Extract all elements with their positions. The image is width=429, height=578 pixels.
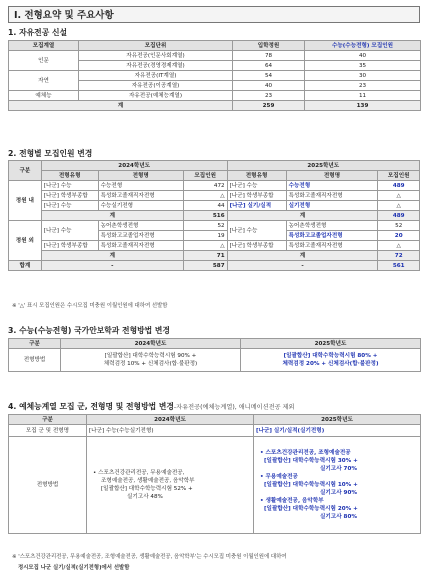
type-cell: [나군] 수능	[41, 181, 98, 191]
method-line: • 생활예술전공, 음악학부	[260, 498, 324, 504]
name-cell: 수능전형	[98, 181, 183, 191]
name-cell: 농어촌학생전형	[286, 221, 378, 231]
name-cell: 수능실기전형	[98, 201, 183, 211]
total-row	[9, 101, 421, 111]
group-name-2024: [나군] 수능(수능실기전형)	[87, 425, 254, 437]
type-cell: [나군] 학생부종합	[227, 241, 286, 251]
method-line: [일괄합산] 대학수학능력시험 10% +	[264, 482, 358, 488]
type-cell: [나군] 수능	[227, 221, 286, 241]
free-major-table	[8, 40, 421, 111]
count-cell: 19	[183, 231, 227, 241]
method-line: 실기고사 70%	[320, 466, 357, 472]
in-quota-label: 정원 내	[9, 181, 42, 221]
sum-label: 계	[41, 211, 183, 221]
table-row	[9, 437, 421, 534]
method-line: 실기고사 90%	[320, 490, 357, 496]
total-dash: -	[227, 261, 378, 271]
header-unit: 모집단위	[79, 41, 233, 51]
unit-cell: 자유전공(IT계열)	[79, 71, 233, 81]
table-row	[9, 201, 420, 211]
unit-cell: 자유전공(예체능계열)	[79, 91, 233, 101]
method-line: [일괄합산] 대학수학능력시험 20% +	[264, 506, 358, 512]
type-cell: [나군] 수능	[41, 201, 98, 211]
suneung-cell: 35	[305, 61, 421, 71]
quota-cell: 23	[233, 91, 305, 101]
section-3-heading: 3. 수능(수능전형) 국가안보학과 전형방법 변경	[8, 326, 170, 335]
group-name-label: 모집 군 및 전형명	[9, 425, 87, 437]
method-2025	[241, 349, 421, 372]
total-dash: -	[41, 261, 183, 271]
count-cell: 20	[378, 231, 420, 241]
method-line: 조형예술전공, 생활예술전공, 음악학부	[101, 478, 195, 484]
quota-cell: 54	[233, 71, 305, 81]
name-cell: 실기전형	[286, 201, 378, 211]
method-line: 실기고사 80%	[320, 514, 357, 520]
quota-change-table	[8, 160, 420, 271]
method-label: 전형방법	[9, 349, 61, 372]
name-cell: 특성화고졸재직자전형	[286, 241, 378, 251]
table-row	[9, 71, 421, 81]
method-line: • 스포츠건강관리전공, 조형예술전공	[260, 450, 351, 456]
unit-cell: 자유전공(경영경제계열)	[79, 61, 233, 71]
header-gubun: 구분	[9, 161, 42, 181]
method-line: [일괄합산] 대학수학능력시험 30% +	[264, 458, 358, 464]
table-row	[9, 221, 420, 231]
sum-2024: 71	[183, 251, 227, 261]
section-1-heading: 1. 자유전공 신설	[8, 28, 68, 37]
header-2024: 2024학년도	[87, 415, 254, 425]
section-4-title: 4. 예체능계열 모집 군, 전형명 및 전형방법 변경	[8, 402, 174, 411]
header-2024: 2024학년도	[41, 161, 227, 171]
table-row	[9, 349, 421, 372]
name-cell: 특성화고졸재직자전형	[98, 191, 183, 201]
header-count-2025: 모집인원	[378, 171, 420, 181]
header-name-2024: 전형명	[98, 171, 183, 181]
unit-cell: 자유전공(인문사회계열)	[79, 51, 233, 61]
out-sum-row	[9, 251, 420, 261]
header-2025: 2025학년도	[227, 161, 419, 171]
method-line: 실기고사 48%	[127, 494, 163, 500]
type-cell: [나군] 학생부종합	[41, 241, 98, 251]
header-type-2024: 전형유형	[41, 171, 98, 181]
name-cell: 특성화고교졸업자전형	[98, 231, 183, 241]
total-label: 계	[9, 101, 233, 111]
method-line: • 무용예술전공	[260, 474, 298, 480]
method-2024-line: [일괄합산] 대학수학능력시험 90% +	[104, 353, 197, 359]
method-line: • 스포츠건강관리전공, 무용예술전공,	[93, 470, 185, 476]
quota-cell: 40	[233, 81, 305, 91]
method-2025	[254, 437, 421, 534]
group-cell: 인문	[9, 51, 79, 71]
name-cell: 특성화고졸재직자전형	[98, 241, 183, 251]
header-gubun: 구분	[9, 415, 87, 425]
name-cell: 특성화고교졸업자전형	[286, 231, 378, 241]
header-count-2024: 모집인원	[183, 171, 227, 181]
section-2-note: ※ '△' 표시 모집인원은 수시모집 미충원 이월인원에 대하여 선발함	[12, 303, 168, 309]
table-row	[9, 91, 421, 101]
total-2024: 587	[183, 261, 227, 271]
suneung-cell: 40	[305, 51, 421, 61]
table-row	[9, 425, 421, 437]
count-cell: △	[378, 201, 420, 211]
sum-2025: 489	[378, 211, 420, 221]
method-change-table	[8, 338, 421, 372]
out-quota-label: 정원 외	[9, 221, 42, 261]
method-2024	[61, 349, 241, 372]
section-4-note: ※ '스포츠건강관리전공, 무용예술전공, 조형예술전공, 생활예술전공, 음악학부'는 수시모집 미충원 이월인원에 대하여	[12, 554, 287, 560]
section-4-note-2: 정시모집 나군 실기/실적(실기전형)에서 선발함	[18, 565, 130, 571]
count-cell: △	[183, 241, 227, 251]
header-suneung: 수능(수능전형) 모집인원	[305, 41, 421, 51]
count-cell: 52	[183, 221, 227, 231]
method-2025-line: 체력검정 20% + 신체검사(합·불판정)	[282, 361, 379, 367]
in-sum-row	[9, 211, 420, 221]
arts-change-table	[8, 414, 421, 534]
method-label: 전형방법	[9, 437, 87, 534]
name-cell: 특성화고졸재직자전형	[286, 191, 378, 201]
page-title: Ⅰ. 전형요약 및 주요사항	[8, 6, 420, 23]
suneung-cell: 23	[305, 81, 421, 91]
header-name-2025: 전형명	[286, 171, 378, 181]
name-cell: 수능전형	[286, 181, 378, 191]
count-cell: 52	[378, 221, 420, 231]
section-4-subtitle: -자유전공(예체능계열), 애니메이션전공 제외	[173, 404, 295, 411]
count-cell: △	[378, 191, 420, 201]
section-2-heading: 2. 전형별 모집인원 변경	[8, 149, 93, 158]
suneung-cell: 30	[305, 71, 421, 81]
header-type-2025: 전형유형	[227, 171, 286, 181]
total-label: 합계	[9, 261, 42, 271]
sum-label: 계	[41, 251, 183, 261]
type-cell: [나군] 실기/실적	[227, 201, 286, 211]
count-cell: 489	[378, 181, 420, 191]
name-cell: 농어촌학생전형	[98, 221, 183, 231]
grand-total-row	[9, 261, 420, 271]
type-cell: [나군] 수능	[227, 181, 286, 191]
type-cell: [나군] 학생부종합	[227, 191, 286, 201]
header-2024: 2024학년도	[61, 339, 241, 349]
quota-cell: 78	[233, 51, 305, 61]
header-quota: 입학정원	[233, 41, 305, 51]
sum-2025: 72	[378, 251, 420, 261]
type-cell: [나군] 수능	[41, 221, 98, 241]
sum-2024: 516	[183, 211, 227, 221]
count-cell: 44	[183, 201, 227, 211]
group-cell: 자연	[9, 71, 79, 91]
suneung-cell: 11	[305, 91, 421, 101]
method-line: [일괄합산] 대학수학능력시험 52% +	[101, 486, 193, 492]
total-2025: 561	[378, 261, 420, 271]
quota-cell: 64	[233, 61, 305, 71]
header-2025: 2025학년도	[241, 339, 421, 349]
count-cell: △	[378, 241, 420, 251]
sum-label: 계	[227, 211, 378, 221]
group-name-2025: [나군] 실기/실적(실기전형)	[254, 425, 421, 437]
group-cell: 예체능	[9, 91, 79, 101]
header-2025: 2025학년도	[254, 415, 421, 425]
table-row	[9, 241, 420, 251]
sum-label: 계	[227, 251, 378, 261]
count-cell: 472	[183, 181, 227, 191]
type-cell: [나군] 학생부종합	[41, 191, 98, 201]
table-row	[9, 51, 421, 61]
header-group: 모집계열	[9, 41, 79, 51]
table-row	[9, 181, 420, 191]
method-2025-line: [일괄합산] 대학수학능력시험 80% +	[283, 353, 378, 359]
table-row	[9, 191, 420, 201]
method-2024-line: 체력검정 10% + 신체검사(합·불판정)	[103, 361, 198, 367]
unit-cell: 자유전공(이공계열)	[79, 81, 233, 91]
total-suneung: 139	[305, 101, 421, 111]
header-gubun: 구분	[9, 339, 61, 349]
method-2024	[87, 437, 254, 534]
count-cell: △	[183, 191, 227, 201]
section-4-heading	[8, 401, 294, 412]
total-quota: 259	[233, 101, 305, 111]
